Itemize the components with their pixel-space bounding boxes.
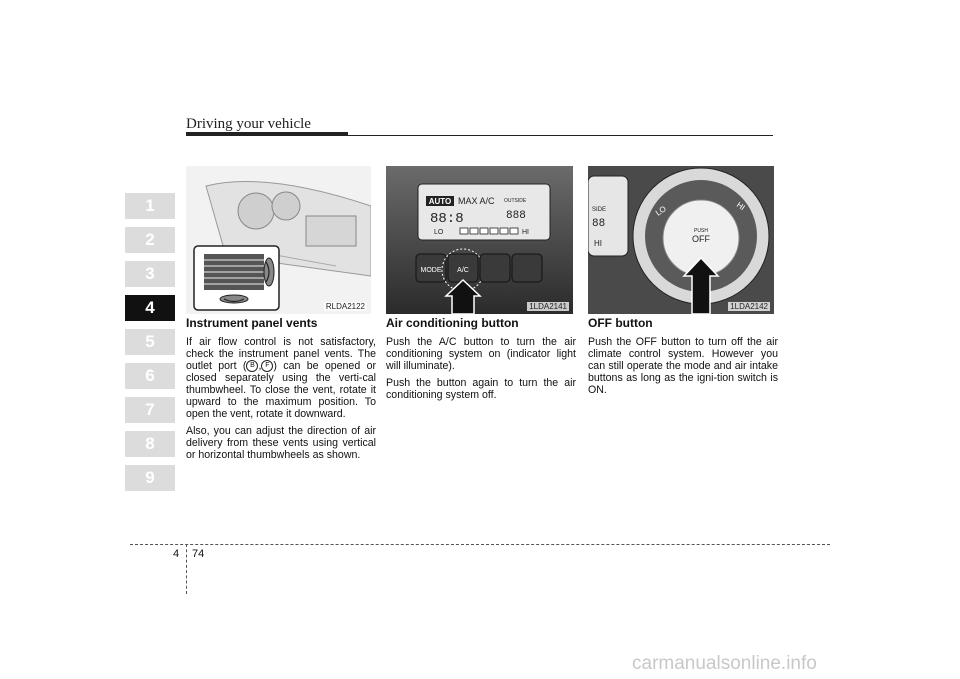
section-title: Air conditioning button: [386, 316, 519, 330]
display-digits: 88: [592, 218, 606, 230]
footer-divider: [186, 544, 187, 594]
footer-chapter: 4: [173, 548, 180, 560]
display-digits-left: 88:8: [430, 211, 464, 227]
section-paragraph: Push the button again to turn the air conditioning system off.: [386, 377, 576, 401]
display-side-hi: HI: [594, 239, 602, 248]
marker-b: B: [246, 360, 258, 372]
figure-ac-control-panel: [386, 166, 573, 314]
display-hi: HI: [522, 229, 529, 236]
header-title: Driving your vehicle: [186, 116, 311, 132]
off-button-label[interactable]: OFF: [692, 234, 710, 244]
text-run: ) can be opened or closed separately using the verti-cal thumbwheel. To close the vent, rotate it upward to the maximum position. To open the vent, rotate it downward.: [186, 360, 377, 421]
section-paragraph: [186, 336, 376, 420]
display-max-ac: MAX A/C: [458, 196, 495, 206]
chapter-tab-1[interactable]: 1: [125, 193, 175, 219]
dial-hi-label: HI: [734, 200, 747, 213]
ac-button-label[interactable]: A/C: [457, 267, 469, 274]
section-paragraph: Push the OFF button to turn off the air climate control system. However you can still operate the mode and air intake buttons as long as the igni-tion switch is ON.: [588, 336, 778, 396]
ac-panel-illustration: [386, 166, 573, 314]
section-instrument-panel-vents: [186, 316, 376, 466]
chapter-tab-5[interactable]: 5: [125, 329, 175, 355]
comma: ,: [258, 360, 262, 372]
display-side: SIDE: [592, 207, 607, 213]
chapter-tab-6[interactable]: 6: [125, 363, 175, 389]
chapter-tabs: [125, 193, 175, 499]
figure-code: RLDA2122: [325, 302, 365, 311]
section-title: Instrument panel vents: [186, 316, 318, 330]
text-run: If air flow control is not satisfactory, check the instrument panel vents. The outlet port (: [186, 336, 376, 372]
chapter-tab-2[interactable]: 2: [125, 227, 175, 253]
chapter-tab-9[interactable]: 9: [125, 465, 175, 491]
dial-lo-label: LO: [653, 204, 668, 218]
off-dial-illustration: [588, 166, 774, 314]
figure-instrument-panel-vent: [186, 166, 371, 314]
display-auto: AUTO: [428, 197, 452, 206]
off-push-label: PUSH: [694, 228, 708, 234]
vent-illustration: [186, 166, 371, 314]
mode-button-label[interactable]: MODE: [420, 267, 442, 274]
watermark: carmanualsonline.info: [632, 653, 817, 674]
display-outside: OUTSIDE: [504, 198, 527, 204]
chapter-tab-3[interactable]: 3: [125, 261, 175, 287]
section-off-button: [588, 316, 778, 401]
figure-off-button: [588, 166, 774, 314]
footer-page-number: 74: [192, 548, 205, 560]
header-rule-thin: [186, 135, 773, 136]
section-paragraph: Push the A/C button to turn the air conditioning system on (indicator light will illuminate).: [386, 336, 576, 372]
chapter-tab-7[interactable]: 7: [125, 397, 175, 423]
figure-code: 1LDA2142: [730, 302, 768, 311]
section-paragraph: Also, you can adjust the direction of air delivery from these vents using vertical or horizontal thumbwheels as shown.: [186, 425, 376, 462]
footer-rule: [130, 544, 830, 545]
figure-code: 1LDA2141: [529, 302, 567, 311]
section-title: OFF button: [588, 316, 653, 330]
display-digits-right: 888: [506, 210, 526, 222]
section-air-conditioning-button: [386, 316, 576, 406]
chapter-tab-4[interactable]: 4: [125, 295, 175, 321]
chapter-tab-8[interactable]: 8: [125, 431, 175, 457]
display-lo: LO: [434, 229, 444, 236]
marker-f: F: [261, 360, 273, 372]
